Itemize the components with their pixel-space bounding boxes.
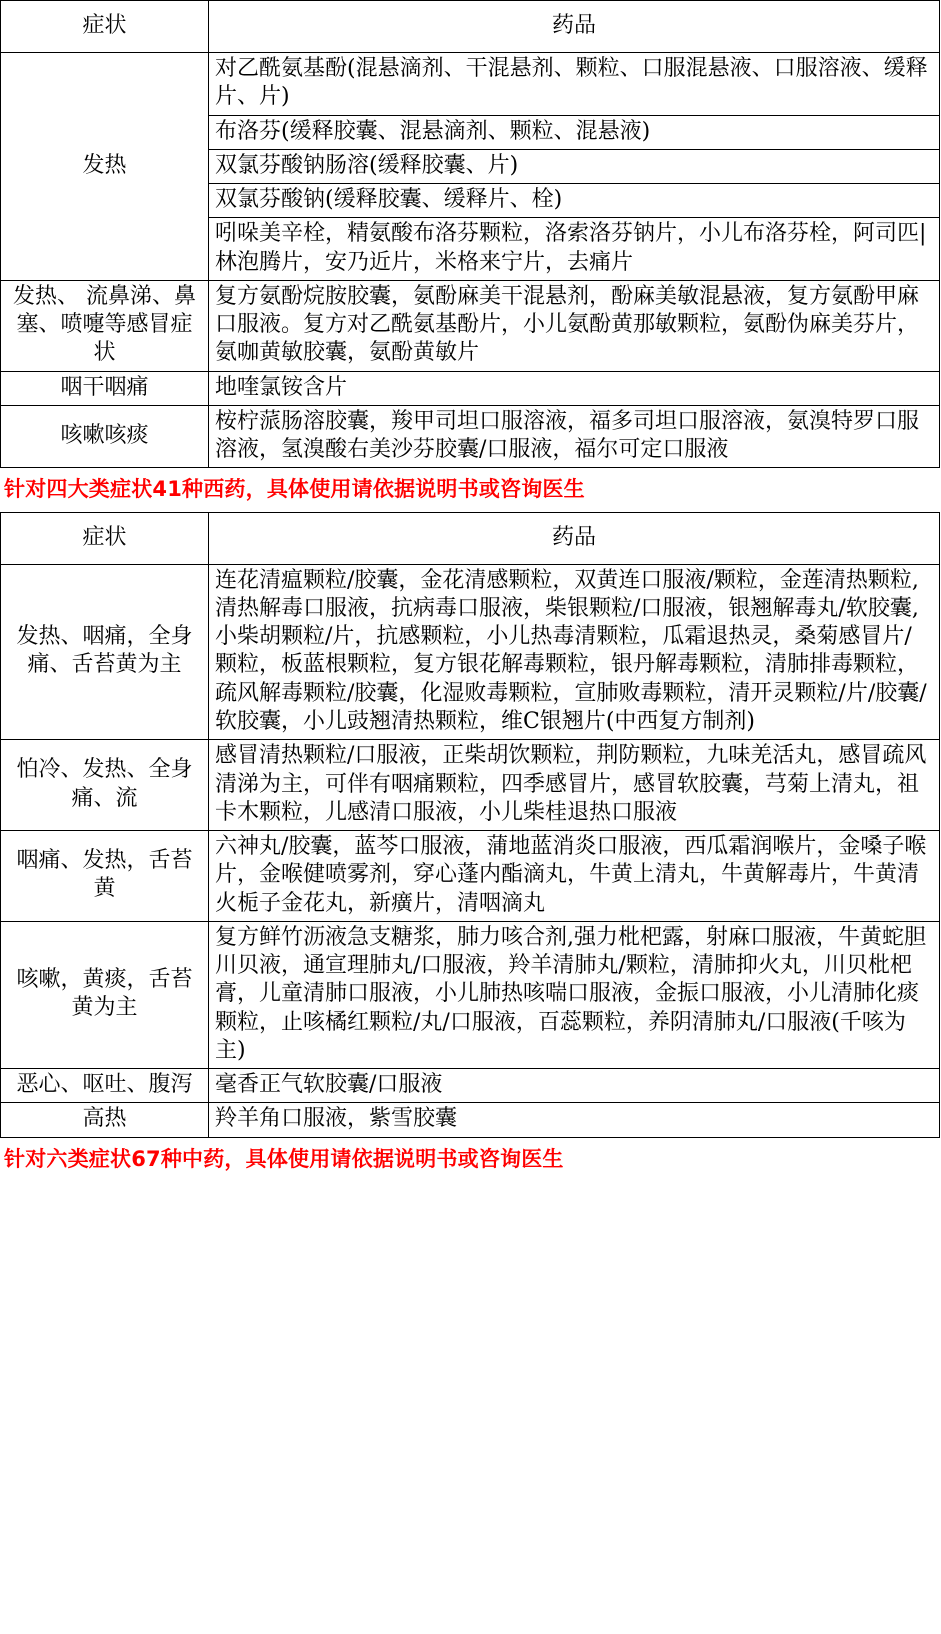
symptom-cell: 发热、咽痛，全身痛、舌苔黄为主 [1,564,209,740]
western-medicine-table-wrapper [0,0,941,468]
drug-cell: 吲哚美辛栓，精氨酸布洛芬颗粒，洛索洛芬钠片，小儿布洛芬栓，阿司匹|林泡腾片，安乃近片，米格来宁片，去痛片 [209,218,940,281]
drug-cell: 桉柠蒎肠溶胶囊，羧甲司坦口服溶液，福多司坦口服溶液，氨溴特罗口服溶液，氢溴酸右美沙芬胶囊/口服液，福尔可定口服液 [209,405,940,468]
table-row [1,831,940,922]
drug-cell: 羚羊角口服液，紫雪胶囊 [209,1103,940,1137]
drug-cell: 毫香正气软胶囊/口服液 [209,1069,940,1103]
symptom-cell: 高热 [1,1103,209,1137]
symptom-cell: 发热、 流鼻涕、鼻塞、喷嚏等感冒症状 [1,280,209,371]
table-row [1,921,940,1068]
table-header-row [1,1,940,53]
chinese-medicine-table-wrapper [0,512,941,1138]
symptom-cell: 咽干咽痛 [1,371,209,405]
table-header-row [1,512,940,564]
drug-cell: 复方鲜竹沥液急支糖浆，肺力咳合剂,强力枇杷露，射麻口服液，牛黄蛇胆川贝液，通宣理肺丸/口服液，羚羊清肺丸/颗粒，清肺抑火丸，川贝枇杷膏，儿童清肺口服液，小儿肺热咳喘口服液，金振口服液，小儿清肺化痰颗粒，止咳橘红颗粒/丸/口服液，百蕊颗粒，养阴清肺丸/口服液(千咳为主) [209,921,940,1068]
western-medicine-note: 针对四大类症状41种西药，具体使用请依据说明书或咨询医生 [4,477,585,502]
drug-cell: 双氯芬酸钠(缓释胶囊、缓释片、栓) [209,184,940,218]
table-row [1,740,940,831]
western-medicine-table [0,0,940,468]
column-header-symptom: 症状 [1,512,209,564]
symptom-cell: 发热 [1,53,209,281]
chinese-medicine-table [0,512,940,1138]
drug-cell: 感冒清热颗粒/口服液，正柴胡饮颗粒，荆防颗粒，九味羌活丸，感冒疏风清涕为主，可伴有咽痛颗粒，四季感冒片，感冒软胶囊，芎菊上清丸，祖卡木颗粒，儿感清口服液，小儿柴桂退热口服液 [209,740,940,831]
drug-cell: 复方氨酚烷胺胶囊，氨酚麻美干混悬剂，酚麻美敏混悬液，复方氨酚甲麻口服液。复方对乙酰氨基酚片，小儿氨酚黄那敏颗粒，氨酚伪麻美芬片，氨咖黄敏胶囊，氨酚黄敏片 [209,280,940,371]
drug-cell: 对乙酰氨基酚(混悬滴剂、干混悬剂、颗粒、口服混悬液、口服溶液、缓释片、片) [209,53,940,116]
table-row [1,405,940,468]
drug-cell: 地喹氯铵含片 [209,371,940,405]
column-header-drug: 药品 [209,512,940,564]
symptom-cell: 咽痛、发热，舌苔黄 [1,831,209,922]
symptom-cell: 怕冷、发热、全身痛、流 [1,740,209,831]
symptom-cell: 咳嗽咳痰 [1,405,209,468]
column-header-drug: 药品 [209,1,940,53]
drug-cell: 连花清瘟颗粒/胶囊，金花清感颗粒，双黄连口服液/颗粒，金莲清热颗粒,清热解毒口服液，抗病毒口服液，柴银颗粒/口服液，银翘解毒丸/软胶囊,小柴胡颗粒/片，抗感颗粒，小儿热毒清颗粒，瓜霜退热灵，桑菊感冒片/颗粒，板蓝根颗粒，复方银花解毒颗粒，银丹解毒颗粒，清肺排毒颗粒，疏风解毒颗粒/胶囊，化湿败毒颗粒，宣肺败毒颗粒，清开灵颗粒/片/胶囊/软胶囊，小儿豉翘清热颗粒，维C银翘片(中西复方制剂) [209,564,940,740]
symptom-cell: 咳嗽，黄痰，舌苔黄为主 [1,921,209,1068]
column-header-symptom: 症状 [1,1,209,53]
chinese-medicine-note: 针对六类症状67种中药，具体使用请依据说明书或咨询医生 [4,1146,564,1171]
table-row [1,53,940,116]
table-row [1,280,940,371]
table-row [1,371,940,405]
drug-cell: 六神丸/胶囊，蓝芩口服液，蒲地蓝消炎口服液，西瓜霜润喉片，金嗓子喉片，金喉健喷雾剂，穿心蓬内酯滴丸，牛黄上清丸，牛黄解毒片，牛黄清火栀子金花丸，新癀片，清咽滴丸 [209,831,940,922]
drug-cell: 双氯芬酸钠肠溶(缓释胶囊、片) [209,149,940,183]
symptom-cell: 恶心、呕吐、腹泻 [1,1069,209,1103]
table-row [1,1103,940,1137]
drug-cell: 布洛芬(缓释胶囊、混悬滴剂、颗粒、混悬液) [209,115,940,149]
table-row [1,1069,940,1103]
table-row [1,564,940,740]
